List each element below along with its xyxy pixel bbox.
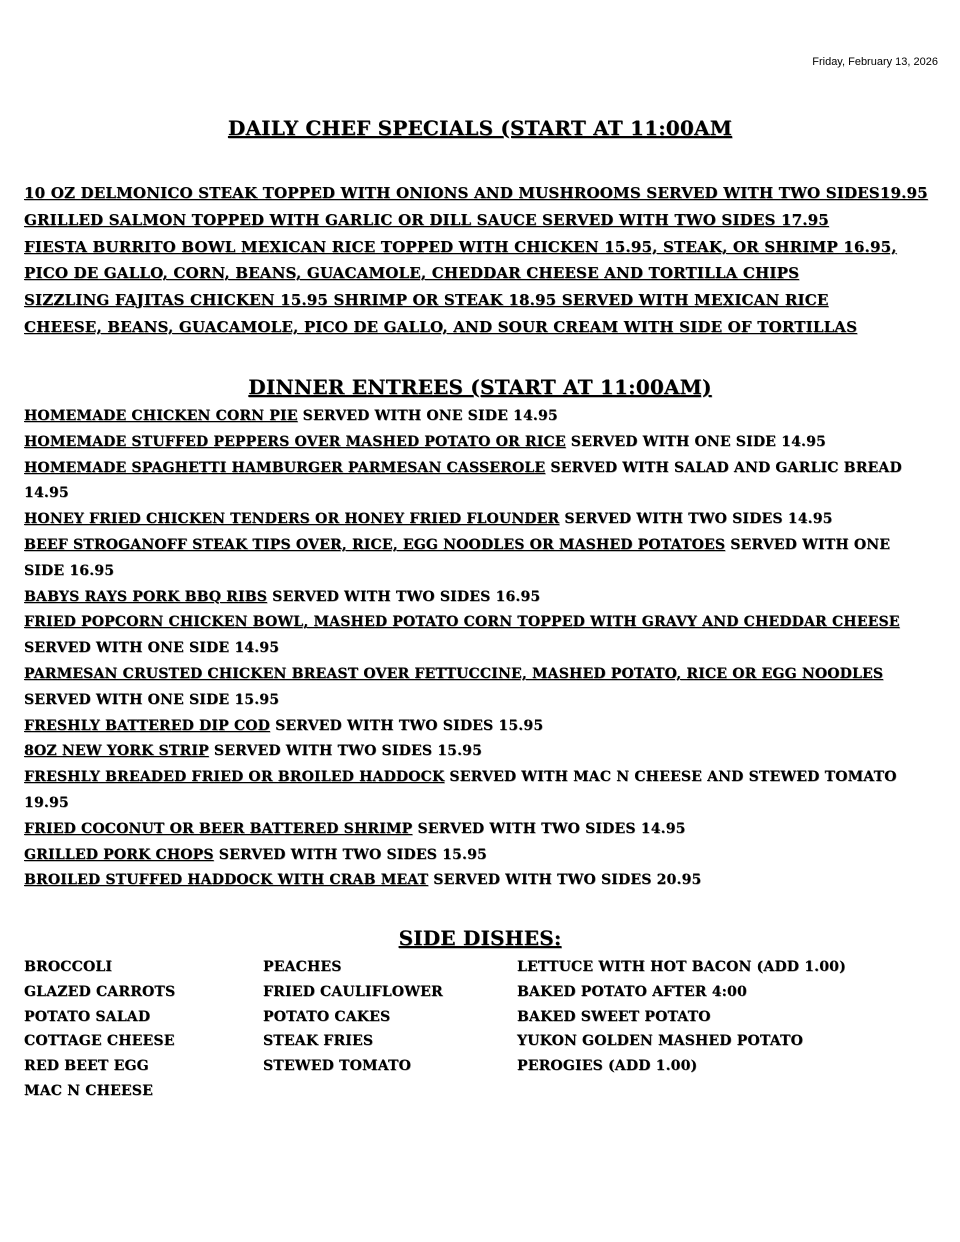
entree-desc: SERVED WITH TWO SIDES 15.95 [270, 717, 544, 734]
entree-item [24, 817, 924, 843]
side-item: BAKED POTATO AFTER 4:00 [517, 983, 747, 1000]
entree-desc: SERVED WITH TWO SIDES 16.95 [267, 588, 541, 605]
entree-desc: SERVED WITH TWO SIDES 15.95 [208, 743, 483, 760]
entree-item [24, 404, 924, 430]
side-item: YUKON GOLDEN MASHED POTATO [517, 1033, 804, 1050]
entree-desc: SERVED WITH ONE SIDE 14.95 [24, 640, 280, 657]
specials-line: 10 OZ DELMONICO STEAK TOPPED WITH ONIONS AND MUSHROOMS SERVED WITH TWO SIDES19.95 [24, 184, 928, 202]
side-item: BAKED SWEET POTATO [517, 1008, 711, 1025]
entree-name: HONEY FRIED CHICKEN TENDERS OR HONEY FRIED FLOUNDER [24, 511, 560, 528]
entree-name: HOMEMADE SPAGHETTI HAMBURGER PARMESAN CASSEROLE [24, 459, 546, 476]
sides-heading: SIDE DISHES: [398, 926, 562, 950]
side-item: MAC N CHEESE [24, 1082, 153, 1099]
entree-item [24, 714, 924, 740]
entree-name: HOMEMADE CHICKEN CORN PIE [24, 408, 298, 424]
specials-line: SIZZLING FAJITAS CHICKEN 15.95 SHRIMP OR STEAK 18.95 SERVED WITH MEXICAN RICE [24, 291, 829, 310]
entree-desc: SERVED WITH TWO SIDES 14.95 [412, 820, 686, 837]
entree-name: HOMEMADE STUFFED PEPPERS OVER MASHED POTATO OR RICE [24, 433, 566, 450]
side-item: COTTAGE CHEESE [24, 1033, 175, 1050]
sides-column-2 [263, 955, 443, 1079]
specials-line: PICO DE GALLO, CORN, BEANS, GUACAMOLE, CHEDDAR CHEESE AND TORTILLA CHIPS [24, 264, 800, 283]
entree-name: FRESHLY BREADED FRIED OR BROILED HADDOCK [24, 769, 445, 786]
print-date: Friday, February 13, 2026 [812, 56, 938, 68]
specials-list [24, 180, 939, 341]
entree-item [24, 843, 924, 869]
entree-desc: SERVED WITH ONE SIDE 14.95 [297, 408, 558, 424]
entree-name: FRESHLY BATTERED DIP COD [24, 717, 271, 734]
sides-column-1 [24, 955, 175, 1104]
entree-name: PARMESAN CRUSTED CHICKEN BREAST OVER FETTUCCINE, MASHED POTATO, RICE OR EGG NOODLES [24, 665, 884, 682]
entree-item [24, 533, 924, 585]
entree-desc: SERVED WITH MAC N CHEESE AND STEWED TOMATO 19.95 [24, 769, 897, 811]
entree-desc: SERVED WITH SALAD AND GARLIC BREAD 14.95 [24, 459, 902, 502]
side-item: PEROGIES (ADD 1.00) [517, 1058, 698, 1075]
side-item: RED BEET EGG [24, 1058, 149, 1075]
entree-name: BEEF STROGANOFF STEAK TIPS OVER, RICE, EGG NOODLES OR MASHED POTATOES [24, 536, 726, 553]
entree-name: FRIED COCONUT OR BEER BATTERED SHRIMP [24, 820, 413, 837]
entrees-heading: DINNER ENTREES (START AT 11:00AM) [248, 375, 712, 399]
sides-column-3 [517, 955, 846, 1079]
entree-name: BABYS RAYS PORK BBQ RIBS [24, 588, 268, 605]
side-item: POTATO CAKES [263, 1008, 391, 1025]
entree-item [24, 739, 924, 765]
entree-item [24, 868, 924, 894]
entree-name: GRILLED PORK CHOPS [24, 846, 214, 863]
specials-line: CHEESE, BEANS, GUACAMOLE, PICO DE GALLO, AND SOUR CREAM WITH SIDE OF TORTILLAS [24, 317, 858, 336]
entree-name: 8OZ NEW YORK STRIP [24, 743, 209, 760]
entree-item [24, 507, 924, 533]
specials-line: FIESTA BURRITO BOWL MEXICAN RICE TOPPED WITH CHICKEN 15.95, STEAK, OR SHRIMP 16.95, [24, 237, 897, 256]
side-item: POTATO SALAD [24, 1008, 151, 1025]
entree-item [24, 430, 924, 456]
side-item: GLAZED CARROTS [24, 983, 176, 1000]
entree-desc: SERVED WITH ONE SIDE 14.95 [565, 433, 826, 450]
entree-item [24, 456, 924, 508]
entrees-list [24, 404, 924, 894]
side-item: BROCCOLI [24, 959, 113, 975]
entree-desc: SERVED WITH TWO SIDES 15.95 [213, 846, 487, 863]
entree-name: BROILED STUFFED HADDOCK WITH CRAB MEAT [24, 872, 429, 889]
entree-item [24, 765, 924, 817]
specials-heading: DAILY CHEF SPECIALS (START AT 11:00AM [227, 116, 733, 140]
entree-item [24, 585, 924, 611]
side-item: STEAK FRIES [263, 1033, 374, 1050]
entree-name: FRIED POPCORN CHICKEN BOWL, MASHED POTATO CORN TOPPED WITH GRAVY AND CHEDDAR CHEESE [24, 614, 900, 631]
entree-desc: SERVED WITH TWO SIDES 20.95 [428, 872, 702, 889]
entree-desc: SERVED WITH ONE SIDE 16.95 [24, 536, 891, 579]
entree-desc: SERVED WITH ONE SIDE 15.95 [24, 691, 280, 708]
side-item: FRIED CAULIFLOWER [263, 983, 443, 1000]
side-item: PEACHES [263, 959, 342, 975]
side-item: STEWED TOMATO [263, 1058, 412, 1075]
specials-line: GRILLED SALMON TOPPED WITH GARLIC OR DILL SAUCE SERVED WITH TWO SIDES 17.95 [24, 210, 829, 229]
entree-item [24, 662, 924, 714]
entree-item [24, 610, 924, 662]
entree-desc: SERVED WITH TWO SIDES 14.95 [559, 511, 833, 528]
side-item: LETTUCE WITH HOT BACON (ADD 1.00) [517, 959, 846, 975]
